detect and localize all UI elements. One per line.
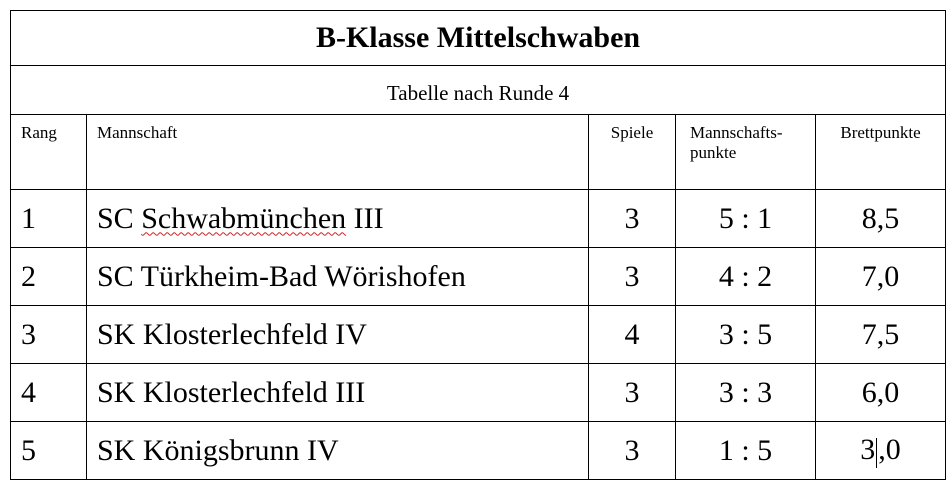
cell-team <box>87 422 589 480</box>
team-prefix: SK <box>97 375 143 409</box>
team-main-spellcheck: Schwabmünchen <box>141 201 347 235</box>
cell-rang: 2 <box>11 248 87 306</box>
cell-rang: 5 <box>11 422 87 480</box>
header-mannschaftspunkte <box>676 115 816 190</box>
table-row <box>11 306 946 364</box>
table-row <box>11 422 946 480</box>
cell-team <box>87 248 589 306</box>
team-prefix: SC <box>97 259 141 293</box>
header-brettpunkte: Brettpunkte <box>816 115 946 190</box>
cell-brettpunkte: 6,0 <box>816 364 946 422</box>
table-row <box>11 248 946 306</box>
table-title: B-Klasse Mittelschwaben <box>11 11 946 66</box>
cell-rang: 3 <box>11 306 87 364</box>
cell-mannschaftspunkte: 3 : 5 <box>676 306 816 364</box>
team-main: Türkheim-Bad Wörishofen <box>140 259 466 293</box>
cell-games: 4 <box>589 306 676 364</box>
header-team: Mannschaft <box>87 115 589 190</box>
cell-brettpunkte: 8,5 <box>816 190 946 248</box>
team-main: Königsbrunn IV <box>142 433 339 467</box>
header-row <box>11 115 946 190</box>
cell-mannschaftspunkte: 3 : 3 <box>676 364 816 422</box>
table-row <box>11 364 946 422</box>
standings-table <box>10 10 946 480</box>
team-main: Klosterlechfeld IV <box>142 317 367 351</box>
cell-games: 3 <box>589 190 676 248</box>
team-suffix: III <box>346 201 384 235</box>
cell-brettpunkte: 7,0 <box>816 248 946 306</box>
team-prefix: SK <box>97 433 143 467</box>
cell-games: 3 <box>589 422 676 480</box>
cell-mannschaftspunkte: 4 : 2 <box>676 248 816 306</box>
cell-brettpunkte: 7,5 <box>816 306 946 364</box>
team-prefix: SC <box>97 201 142 235</box>
header-mp-line1: Mannschafts- <box>690 123 783 142</box>
cell-team <box>87 190 589 248</box>
cell-team <box>87 364 589 422</box>
table-row <box>11 190 946 248</box>
bp-integer: 3 <box>860 433 876 467</box>
cell-rang: 4 <box>11 364 87 422</box>
header-games: Spiele <box>589 115 676 190</box>
team-main: Klosterlechfeld III <box>142 375 366 409</box>
cell-brettpunkte[interactable] <box>816 422 946 480</box>
subtitle-row <box>11 66 946 115</box>
cell-games: 3 <box>589 248 676 306</box>
bp-decimal: ,0 <box>878 433 901 467</box>
cell-rang: 1 <box>11 190 87 248</box>
cell-games: 3 <box>589 364 676 422</box>
header-rang: Rang <box>11 115 87 190</box>
document-sheet <box>10 10 945 472</box>
cell-team <box>87 306 589 364</box>
title-row <box>11 11 946 66</box>
header-mp-line2: punkte <box>690 143 737 162</box>
cell-mannschaftspunkte: 5 : 1 <box>676 190 816 248</box>
team-prefix: SK <box>97 317 143 351</box>
cell-mannschaftspunkte: 1 : 5 <box>676 422 816 480</box>
table-subtitle: Tabelle nach Runde 4 <box>11 66 946 115</box>
